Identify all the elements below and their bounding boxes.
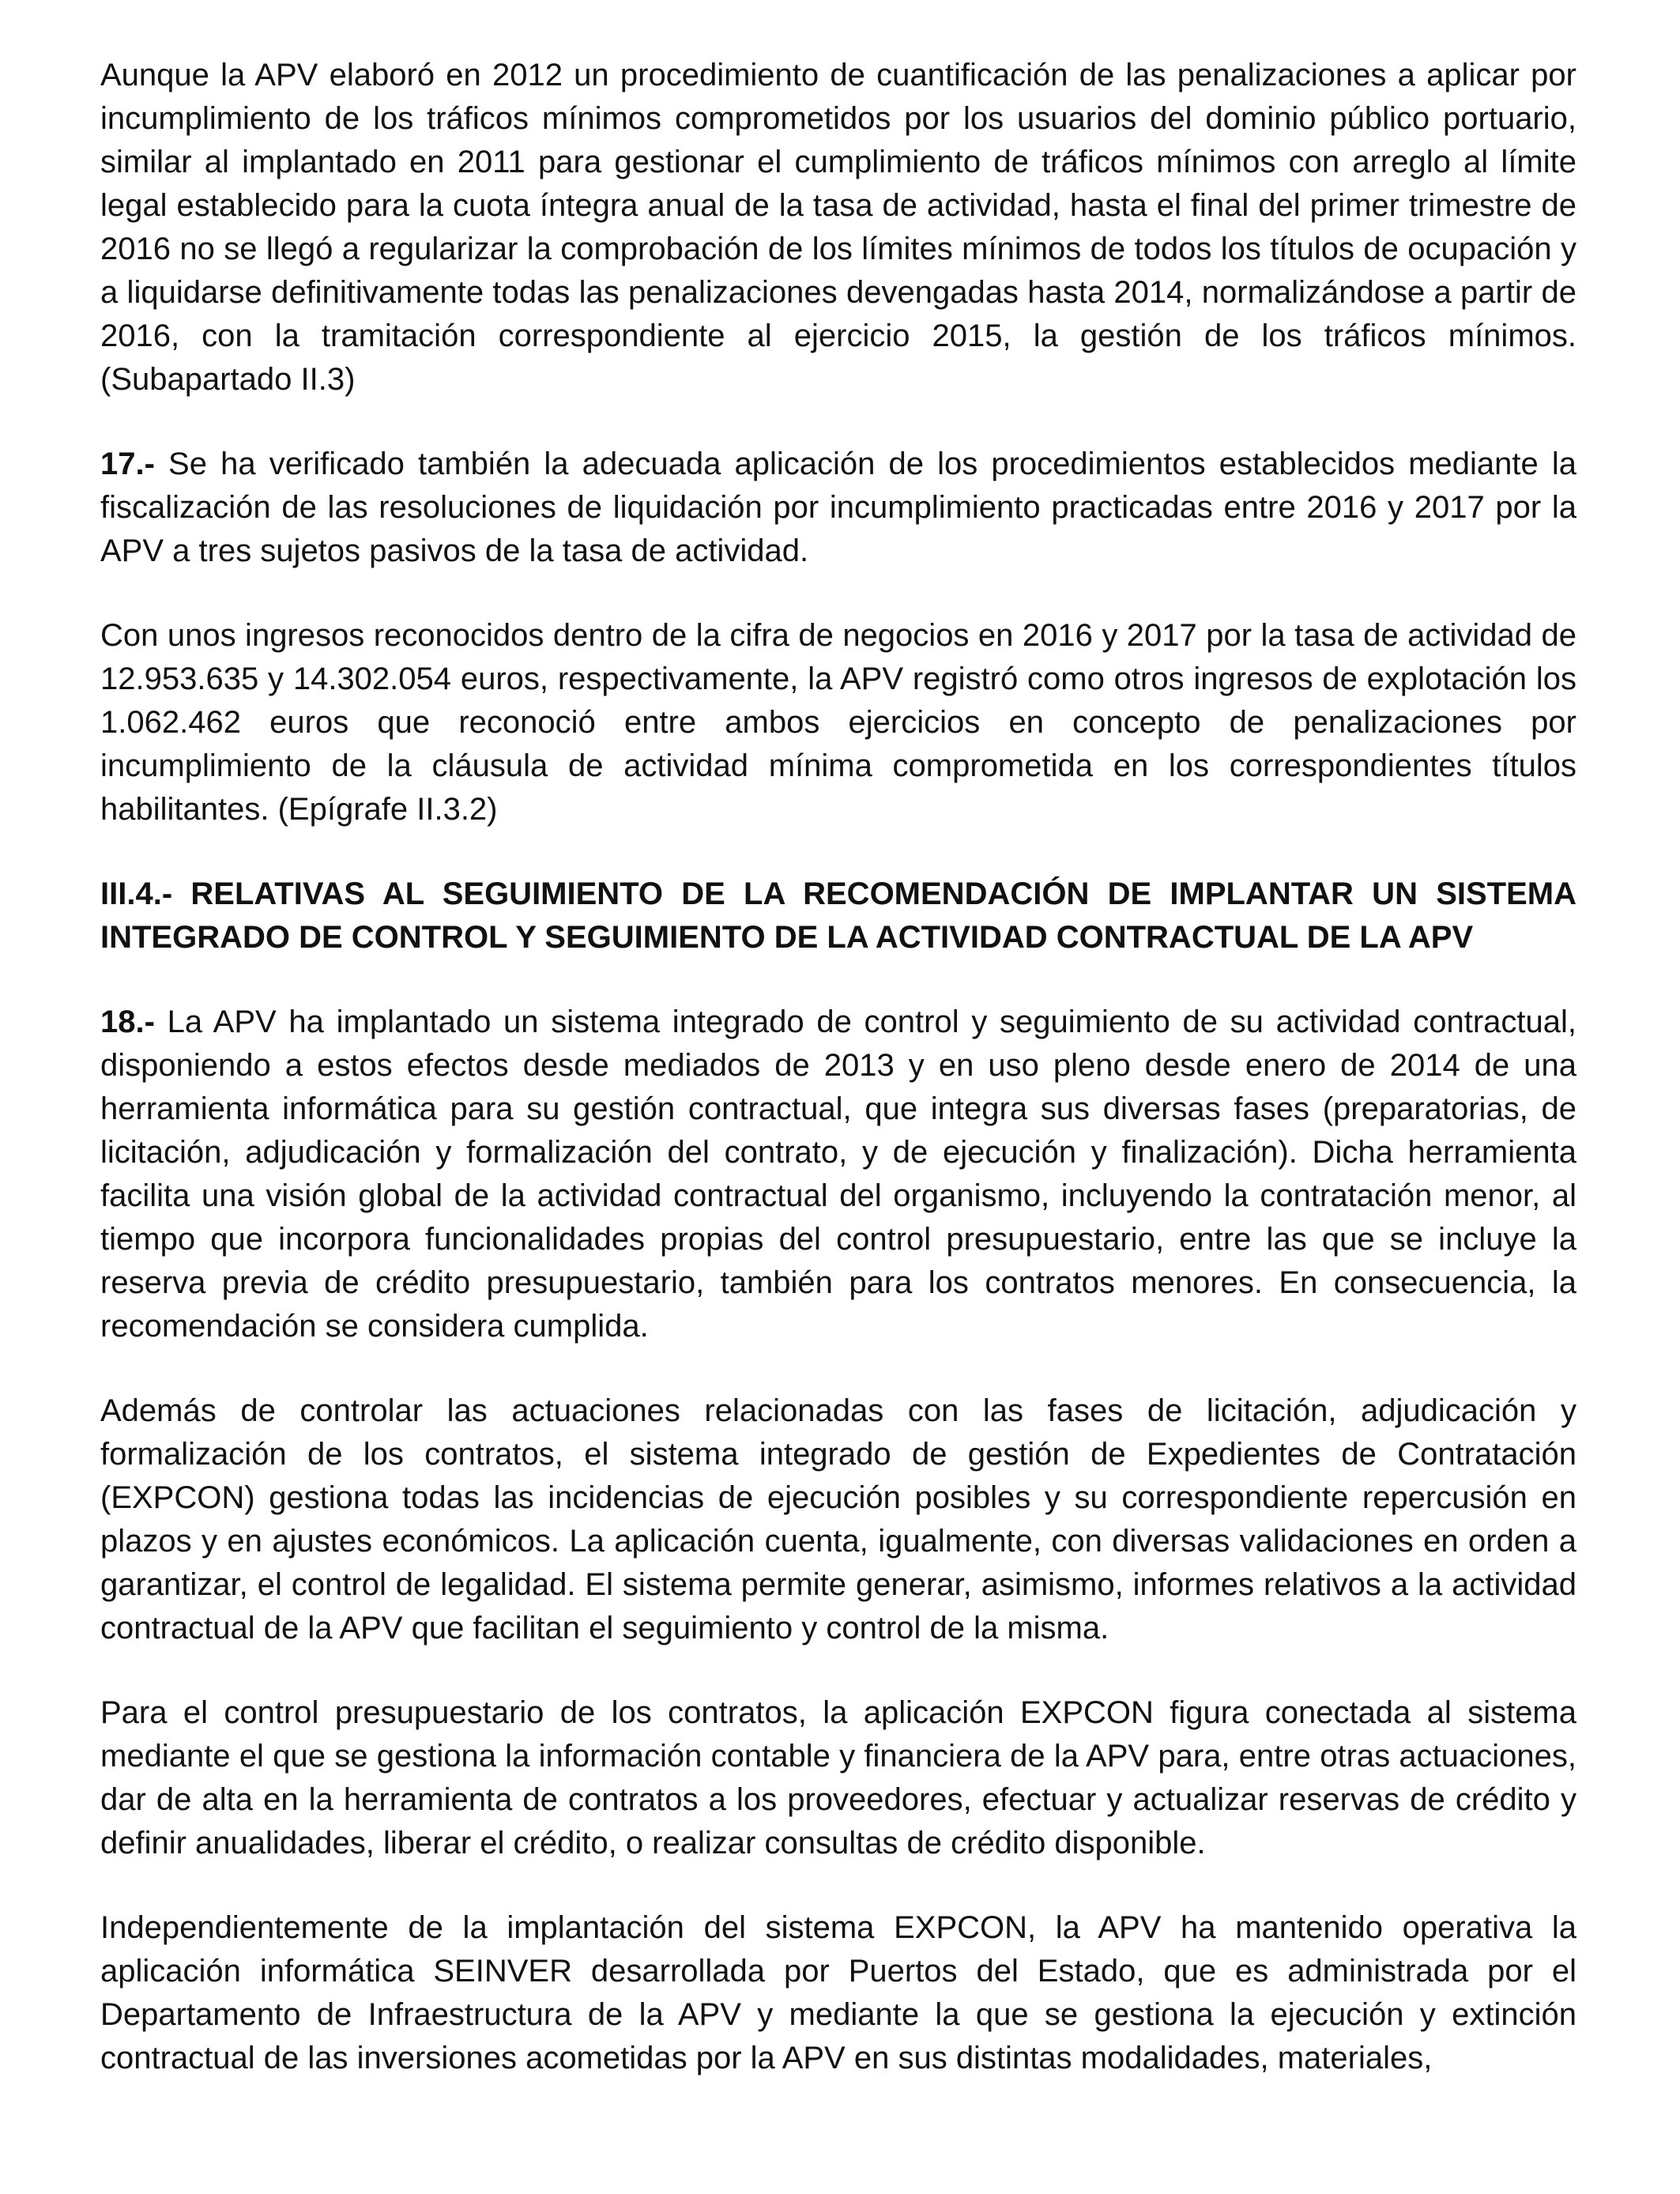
paragraph-text: Se ha verificado también la adecuada aplicación de los procedimientos establecidos mediante la fiscalización de las resoluciones de liquidación por incumplimiento practicadas entre 2016 y 2017 por la APV a tres sujetos pasivos de la tasa de actividad. xyxy=(100,447,1576,568)
paragraph-number: 18.- xyxy=(100,1005,155,1039)
paragraph-number: 17.- xyxy=(100,447,155,481)
paragraph-seinver: Independientemente de la implantación del sistema EXPCON, la APV ha mantenido operativa la aplicación informática SEINVER desarrollada por Puertos del Estado, que es administrada por el Departamento de Infraestructura de la APV y mediante la que se gestiona la ejecución y extinción contractual de las inversiones acometidas por la APV en sus distintas modalidades, materiales, xyxy=(100,1910,1576,2075)
paragraph-trafficos-minimos: Aunque la APV elaboró en 2012 un procedimiento de cuantificación de las penalizaciones a aplicar por incumplimiento de los tráficos mínimos comprometidos por los usuarios del dominio público portuario, similar al implantado en 2011 para gestionar el cumplimiento de tráficos mínimos con arreglo al límite legal establecido para la cuota íntegra anual de la tasa de actividad, hasta el final del primer trimestre de 2016 no se llegó a regularizar la comprobación de los límites mínimos de todos los títulos de ocupación y a liquidarse definitivamente todas las penalizaciones devengadas hasta 2014, normalizándose a partir de 2016, con la tramitación correspondiente al ejercicio 2015, la gestión de los tráficos mínimos. (Subapartado II.3) xyxy=(100,58,1576,397)
paragraph-expcon: Además de controlar las actuaciones relacionadas con las fases de licitación, adjudicación y formalización de los contratos, el sistema integrado de gestión de Expedientes de Contratación (EXPCON) gestiona todas las incidencias de ejecución posibles y su correspondiente repercusión en plazos y en ajustes económicos. La aplicación cuenta, igualmente, con diversas validaciones en orden a garantizar, el control de legalidad. El sistema permite generar, asimismo, informes relativos a la actividad contractual de la APV que facilitan el seguimiento y control de la misma. xyxy=(100,1393,1576,1646)
paragraph-control-presupuestario: Para el control presupuestario de los contratos, la aplicación EXPCON figura conectada al sistema mediante el que se gestiona la información contable y financiera de la APV para, entre otras actuaciones, dar de alta en la herramienta de contratos a los proveedores, efectuar y actualizar reservas de crédito y definir anualidades, liberar el crédito, o realizar consultas de crédito disponible. xyxy=(100,1695,1576,1860)
paragraph-text: La APV ha implantado un sistema integrado de control y seguimiento de su actividad contractual, disponiendo a estos efectos desde mediados de 2013 y en uso pleno desde enero de 2014 de una herramienta informática para su gestión contractual, que integra sus diversas fases (preparatorias, de licitación, adjudicación y formalización del contrato, y de ejecución y finalización). Dicha herramienta facilita una visión global de la actividad contractual del organismo, incluyendo la contratación menor, al tiempo que incorpora funcionalidades propias del control presupuestario, entre las que se incluye la reserva previa de crédito presupuestario, también para los contratos menores. En consecuencia, la recomendación se considera cumplida. xyxy=(100,1005,1576,1344)
section-heading: III.4.- RELATIVAS AL SEGUIMIENTO DE LA RECOMENDACIÓN DE IMPLANTAR UN SISTEMA INTEGRADO DE CONTROL Y SEGUIMIENTO DE LA ACTIVIDAD CONTRACTUAL DE LA APV xyxy=(100,876,1576,955)
paragraph-ingresos: Con unos ingresos reconocidos dentro de la cifra de negocios en 2016 y 2017 por la tasa de actividad de 12.953.635 y 14.302.054 euros, respectivamente, la APV registró como otros ingresos de explotación los 1.062.462 euros que reconoció entre ambos ejercicios en concepto de penalizaciones por incumplimiento de la cláusula de actividad mínima comprometida en los correspondientes títulos habilitantes. (Epígrafe II.3.2) xyxy=(100,618,1576,827)
paragraph-17 xyxy=(100,443,1576,573)
paragraph-18 xyxy=(100,1001,1576,1348)
document-page xyxy=(100,54,1576,2080)
